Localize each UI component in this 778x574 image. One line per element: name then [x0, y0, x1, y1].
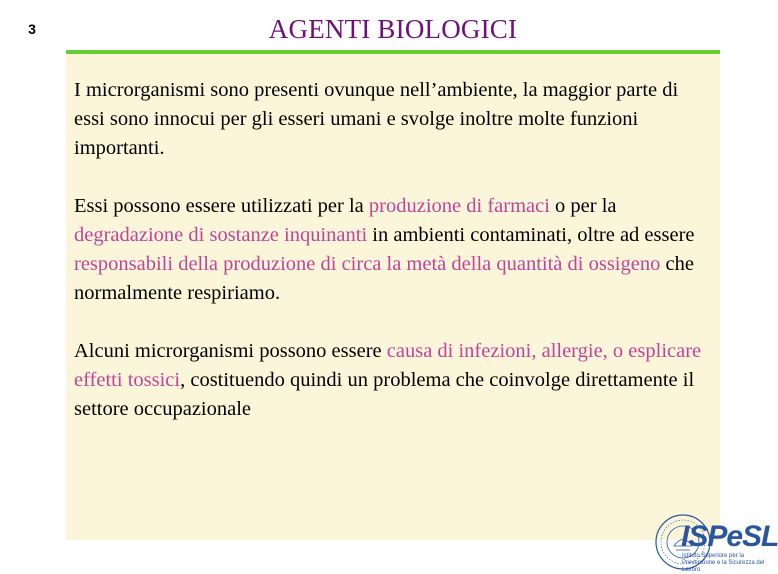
body-text: I microrganismi sono presenti ovunque nell’ambiente, la maggior parte di essi sono innocui per gli esseri umani e svolge inoltre molte funzioni importanti.	[74, 79, 679, 159]
slide-title: AGENTI BIOLOGICI	[268, 14, 518, 44]
logo-wordmark: ISPeSL	[681, 520, 778, 553]
body-text: Alcuni microrganismi possono essere	[74, 340, 387, 362]
logo-subtitle: Istituto Superiore per la Prevenzione e la Sicurezza del Lavoro	[682, 553, 765, 573]
body-text: che normalmente respiriamo.	[74, 253, 694, 304]
highlighted-text: responsabili della produzione di circa la metà della quantità di ossigeno	[74, 253, 661, 275]
ispesl-logo	[654, 513, 778, 573]
body-text: Essi possono essere utilizzati per la	[74, 195, 369, 217]
body-text: o per la	[549, 195, 617, 217]
highlighted-text: produzione di farmaci	[368, 195, 550, 217]
highlighted-text: causa di infezioni, allergie, o esplicare effetti tossici	[74, 340, 702, 391]
left-margin-strip	[0, 0, 66, 540]
content-area	[66, 54, 778, 573]
body-text: , costituendo quindi un problema che coinvolge direttamente il settore occupazionale	[74, 369, 695, 420]
slide-number: 3	[28, 21, 36, 37]
paragraph-3	[74, 337, 714, 424]
paragraph-1	[74, 76, 714, 163]
paragraph-2	[74, 192, 714, 308]
body-text: in ambienti contaminati, oltre ad essere	[367, 224, 695, 246]
highlighted-text: degradazione di sostanze inquinanti	[74, 224, 368, 246]
